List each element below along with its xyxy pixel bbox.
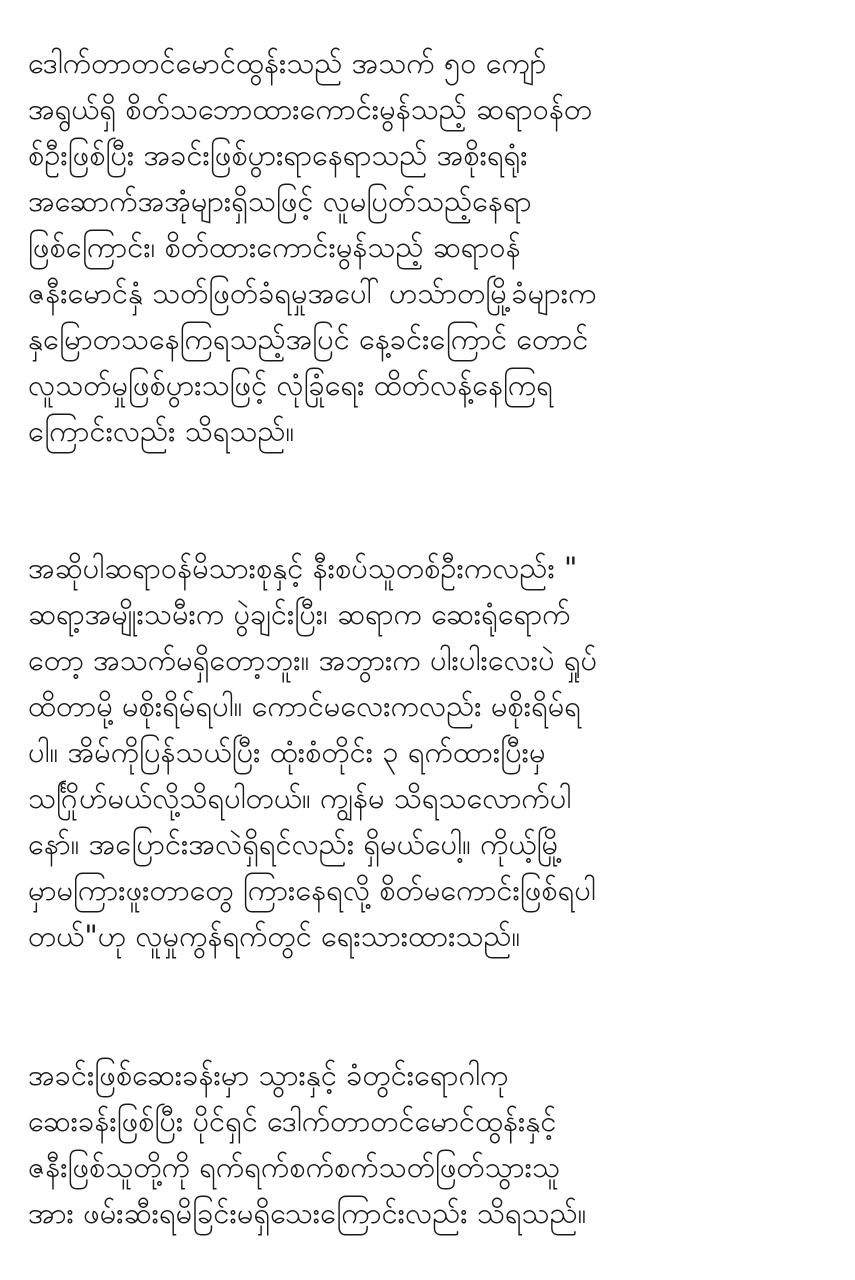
text-line: နော်။ အပြောင်းအလဲရှိရင်လည်း ရှိမယ်ပေါ့။ ကိုယ့်မြို့	[28, 827, 563, 861]
text-line: အရွယ်ရှိ စိတ်သဘောထားကောင်းမွန်သည့် ဆရာဝန်တ	[28, 92, 593, 126]
text-line: အခင်းဖြစ်ဆေးခန်းမှာ သွားနှင့် ခံတွင်းရောဂါကု	[28, 1058, 509, 1092]
text-line: စ်ဦးဖြစ်ပြီး အခင်းဖြစ်ပွားရာနေရာသည် အစိုးရရုံး	[28, 138, 528, 172]
paragraph-2	[28, 545, 838, 959]
text-line: ဒေါက်တာတင်မောင်ထွန်းသည် အသက် ၅၀ ကျော်	[28, 46, 547, 80]
text-line: တော့ အသက်မရှိတော့ဘူး။ အဘွားက ပါးပါးလေးပဲ ရှုပ်	[28, 643, 598, 677]
text-line: အဆိုပါဆရာဝန်မိသားစုနှင့် နီးစပ်သူတစ်ဦးကလည်း "	[28, 551, 578, 585]
paragraph-1	[28, 40, 838, 454]
text-line: တယ်"ဟု လူမှုကွန်ရက်တွင် ရေးသားထားသည်။	[28, 919, 521, 953]
text-line: နှမြောတသနေကြရသည့်အပြင် နေ့ခင်းကြောင် တောင်	[28, 322, 589, 356]
text-line: ပါ။ အိမ်ကိုပြန်သယ်ပြီး ထုံးစံတိုင်း ၃ ရက်ထားပြီးမှ	[28, 735, 546, 769]
text-line: လူသတ်မှုဖြစ်ပွားသဖြင့် လုံခြုံရေး ထိတ်လန့်နေကြရ	[28, 368, 553, 402]
paragraph-3	[28, 1052, 838, 1236]
text-line: ဇနီးဖြစ်သူတို့ကို ရက်ရက်စက်စက်သတ်ဖြတ်သွားသူ	[28, 1150, 560, 1184]
text-line: မှာမကြားဖူးတာတွေ ကြားနေရလို့ စိတ်မကောင်းဖြစ်ရပါ	[28, 873, 596, 907]
text-line: သင်္ဂြိုဟ်မယ်လို့သိရပါတယ်။ ကျွန်မ သိရသလောက်ပါ	[28, 781, 572, 815]
text-line: အဆောက်အအုံများရှိသဖြင့် လူမပြတ်သည့်နေရာ	[28, 184, 532, 218]
text-line: ကြောင်းလည်း သိရသည်။	[28, 414, 295, 448]
text-line: ဇနီးမောင်နှံ သတ်ဖြတ်ခံရမှုအပေါ် ဟသ်ာတမြို့ခံများက	[28, 276, 597, 310]
text-line: အား ဖမ်းဆီးရမိခြင်းမရှိသေးကြောင်းလည်း သိရသည်။	[28, 1196, 587, 1230]
text-line: ဖြစ်ကြောင်း၊ စိတ်ထားကောင်းမွန်သည့် ဆရာဝန်	[28, 230, 521, 264]
text-line: ဆေးခန်းဖြစ်ပြီး ပိုင်ရှင် ဒေါက်တာတင်မောင်ထွန်းနှင့်	[28, 1104, 557, 1138]
text-line: ဆရာ့အမျိုးသမီးက ပွဲချင်းပြီး၊ ဆရာက ဆေးရုံရောက်	[28, 597, 571, 631]
text-line: ထိတာမို့ မစိုးရိမ်ရပါ။ ကောင်မလေးကလည်း မစိုးရိမ်ရ	[28, 689, 581, 723]
